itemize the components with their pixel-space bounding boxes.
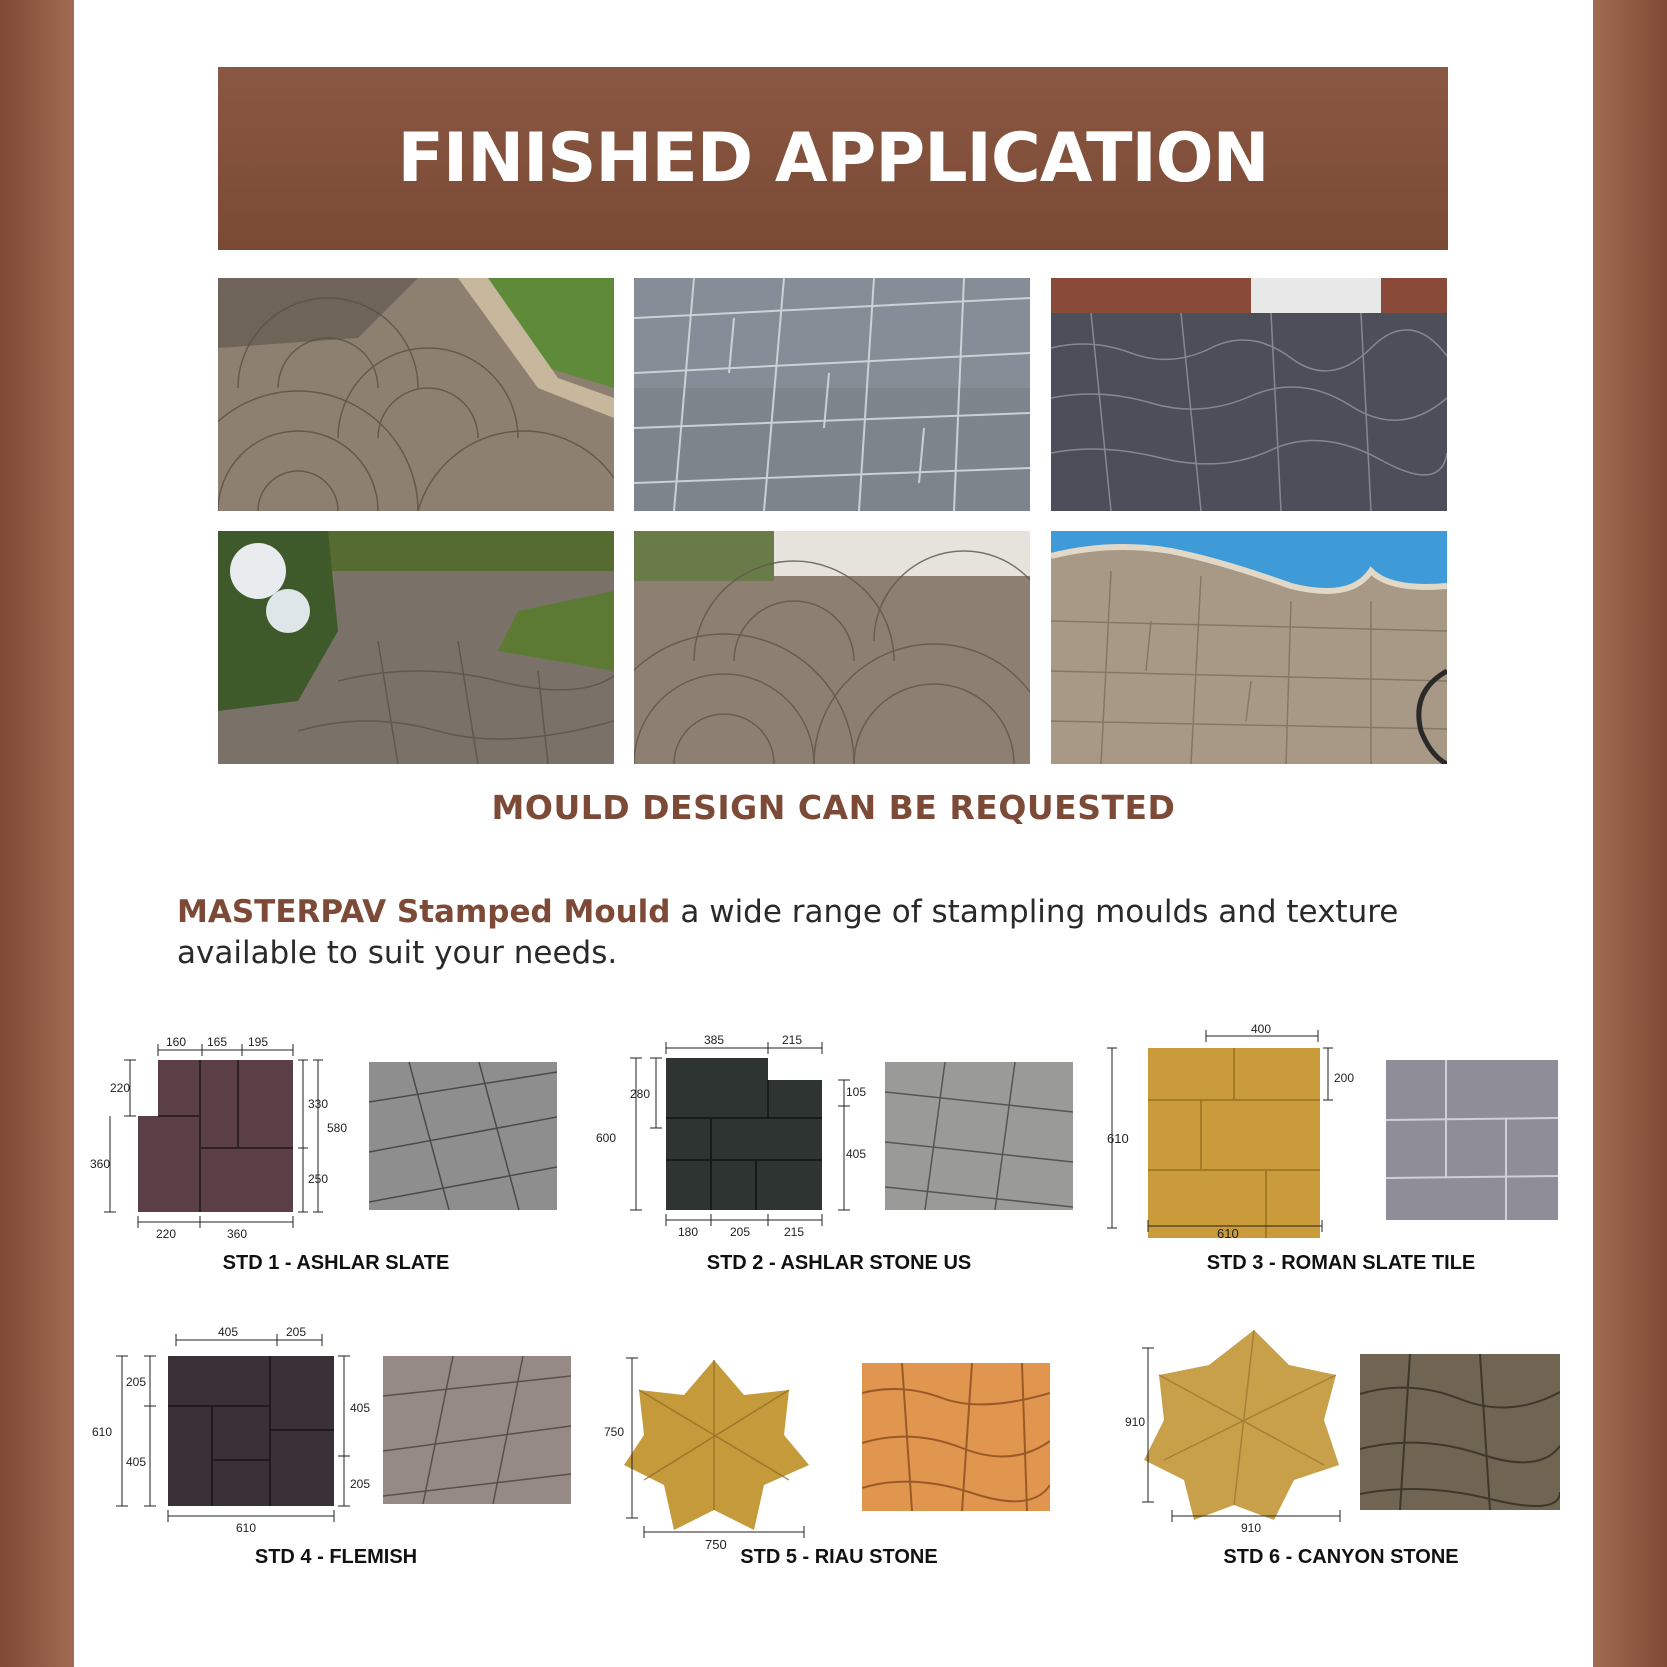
std4-dim-top-1: 405 <box>218 1325 239 1339</box>
std5-mould-shape <box>624 1360 809 1530</box>
std2-dim-bottom-2: 205 <box>730 1225 751 1239</box>
std2-dim-top-1: 385 <box>704 1033 725 1047</box>
std5-texture-photo <box>862 1363 1050 1511</box>
std4-dim-left-lower: 405 <box>126 1455 147 1469</box>
std4-dim-right-lower: 205 <box>350 1477 371 1491</box>
std6-dim-left: 910 <box>1125 1415 1146 1429</box>
title-banner <box>218 67 1448 250</box>
mould-std5-diagram <box>604 1350 824 1540</box>
photo-dark-flagstone-patio <box>1051 278 1447 511</box>
std6-mould-shape <box>1144 1330 1339 1520</box>
mould-std6-diagram <box>1124 1320 1364 1540</box>
std1-dim-top-2: 165 <box>207 1035 228 1049</box>
std2-dim-right-upper: 105 <box>846 1085 867 1099</box>
std1-dim-right-upper: 330 <box>308 1097 329 1111</box>
std5-dim-bottom: 750 <box>705 1537 727 1552</box>
std3-dim-top: 400 <box>1251 1022 1272 1036</box>
std2-dim-bottom-1: 180 <box>678 1225 699 1239</box>
std2-dim-left-upper: 280 <box>630 1087 651 1101</box>
std2-dim-left-total: 600 <box>596 1131 617 1145</box>
mould-design-subheading: MOULD DESIGN CAN BE REQUESTED <box>491 788 1176 827</box>
std3-texture-photo <box>1386 1060 1558 1220</box>
std1-dim-bottom-1: 220 <box>156 1227 177 1241</box>
std1-mould-shape <box>138 1060 293 1212</box>
photo-garden-path <box>218 531 614 764</box>
std2-mould-shape <box>666 1058 822 1210</box>
std4-dim-top-2: 205 <box>286 1325 307 1339</box>
std6-caption: STD 6 - CANYON STONE <box>1223 1546 1459 1568</box>
std3-dim-left: 610 <box>1107 1131 1129 1146</box>
std1-dim-left-lower: 360 <box>90 1157 111 1171</box>
std1-dim-top-3: 195 <box>248 1035 269 1049</box>
std1-texture-photo <box>369 1062 557 1210</box>
mould-std2-diagram <box>596 1030 867 1240</box>
photo-pool-deck <box>1051 531 1447 764</box>
std4-dim-left-upper: 205 <box>126 1375 147 1389</box>
page-title: FINISHED APPLICATION <box>397 119 1269 198</box>
std5-dim-left: 750 <box>604 1425 625 1439</box>
std2-dim-top-2: 215 <box>782 1033 803 1047</box>
std6-dim-bottom: 910 <box>1241 1521 1262 1535</box>
mould-std4-diagram <box>90 1320 370 1540</box>
brand-name: MASTERPAV Stamped Mould <box>177 894 671 930</box>
std4-dim-bottom: 610 <box>236 1521 257 1535</box>
intro-text: a wide range of stampling moulds and texture available to suit your needs. <box>177 894 1399 971</box>
photo-fan-pattern-walkway <box>218 278 614 511</box>
photo-fan-pattern-driveway <box>634 531 1030 764</box>
std1-caption: STD 1 - ASHLAR SLATE <box>222 1252 450 1274</box>
right-border-bar <box>1593 0 1667 1667</box>
mould-std1-diagram <box>90 1030 370 1240</box>
std5-caption: STD 5 - RIAU STONE <box>740 1546 938 1568</box>
left-border-bar <box>0 0 74 1667</box>
std1-dim-right-total: 580 <box>327 1121 348 1135</box>
photo-grey-ashlar-patio <box>634 278 1030 511</box>
std1-dim-bottom-2: 360 <box>227 1227 248 1241</box>
std4-dim-right-upper: 405 <box>350 1401 371 1415</box>
std2-caption: STD 2 - ASHLAR STONE US <box>706 1252 972 1274</box>
std2-dim-bottom-3: 215 <box>784 1225 805 1239</box>
std4-dim-left-total: 610 <box>92 1425 113 1439</box>
std3-caption: STD 3 - ROMAN SLATE TILE <box>1206 1252 1476 1274</box>
std4-texture-photo <box>383 1356 571 1504</box>
std1-dim-top-1: 160 <box>166 1035 187 1049</box>
intro-paragraph <box>177 892 1507 974</box>
std1-dim-left-upper: 220 <box>110 1081 131 1095</box>
std3-dim-bottom: 610 <box>1217 1226 1239 1241</box>
std1-dim-right-lower: 250 <box>308 1172 329 1186</box>
std2-dim-right-lower: 405 <box>846 1147 867 1161</box>
std3-dim-right: 200 <box>1334 1071 1355 1085</box>
std4-caption: STD 4 - FLEMISH <box>254 1546 418 1568</box>
std2-texture-photo <box>885 1062 1073 1210</box>
std6-texture-photo <box>1360 1354 1560 1510</box>
